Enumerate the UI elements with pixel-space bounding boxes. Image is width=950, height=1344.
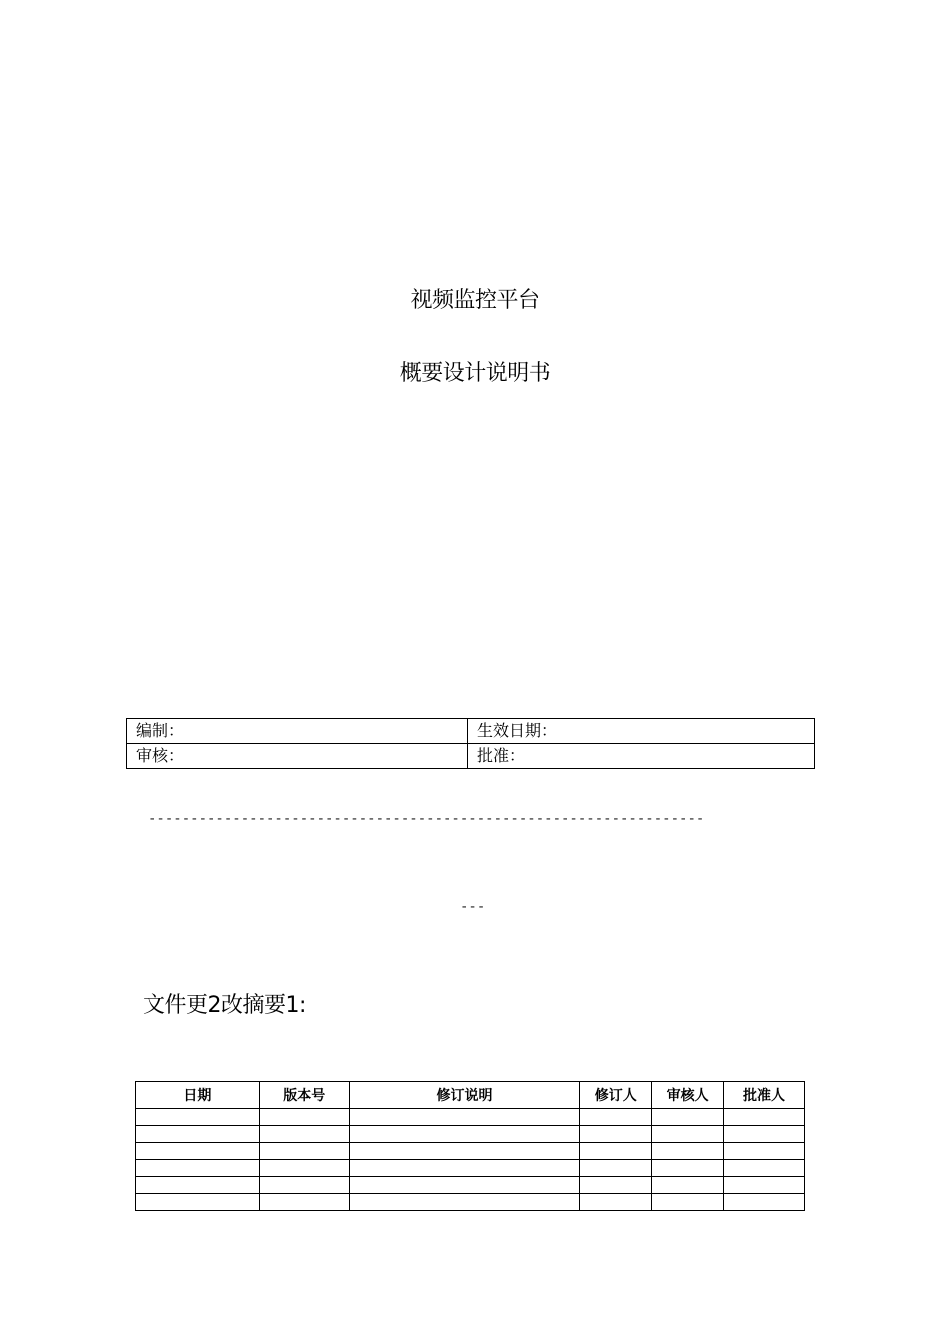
table-cell: [136, 1109, 260, 1126]
signoff-row: [127, 744, 815, 769]
table-cell: [136, 1160, 260, 1177]
column-header-date: 日期: [136, 1082, 260, 1109]
table-cell: [349, 1109, 580, 1126]
table-cell: [724, 1160, 805, 1177]
table-cell: [259, 1177, 349, 1194]
table-cell: [724, 1126, 805, 1143]
effective-date-label: 生效日期：: [468, 719, 815, 744]
change-summary-title: 文件更2改摘要1:: [143, 993, 306, 1018]
table-cell: [652, 1109, 724, 1126]
table-row: [136, 1143, 805, 1160]
table-row: [136, 1109, 805, 1126]
table-cell: [652, 1177, 724, 1194]
document-title: 视频监控平台: [410, 288, 540, 313]
table-cell: [652, 1143, 724, 1160]
separator-short: ---: [460, 899, 486, 915]
signoff-row: [127, 719, 815, 744]
change-summary-table: [135, 1081, 805, 1211]
table-cell: [580, 1194, 652, 1211]
table-cell: [259, 1194, 349, 1211]
table-cell: [580, 1160, 652, 1177]
table-cell: [136, 1194, 260, 1211]
table-header-row: [136, 1082, 805, 1109]
column-header-description: 修订说明: [349, 1082, 580, 1109]
table-row: [136, 1126, 805, 1143]
table-cell: [580, 1109, 652, 1126]
table-cell: [580, 1126, 652, 1143]
table-cell: [724, 1194, 805, 1211]
column-header-reviewer: 审核人: [652, 1082, 724, 1109]
table-cell: [580, 1177, 652, 1194]
table-cell: [349, 1194, 580, 1211]
column-header-reviser: 修订人: [580, 1082, 652, 1109]
table-cell: [136, 1143, 260, 1160]
table-cell: [349, 1126, 580, 1143]
table-cell: [349, 1143, 580, 1160]
table-row: [136, 1160, 805, 1177]
approver-label: 批准：: [468, 744, 815, 769]
table-cell: [652, 1194, 724, 1211]
compiler-label: 编制：: [127, 719, 468, 744]
table-row: [136, 1177, 805, 1194]
table-cell: [724, 1177, 805, 1194]
table-cell: [349, 1160, 580, 1177]
table-cell: [136, 1177, 260, 1194]
table-cell: [136, 1126, 260, 1143]
table-cell: [724, 1143, 805, 1160]
table-cell: [349, 1177, 580, 1194]
column-header-version: 版本号: [259, 1082, 349, 1109]
table-cell: [259, 1143, 349, 1160]
column-header-approver: 批准人: [724, 1082, 805, 1109]
reviewer-label: 审核：: [127, 744, 468, 769]
table-row: [136, 1194, 805, 1211]
separator-long: ------------------------------------------------------------------: [148, 811, 705, 827]
table-cell: [652, 1160, 724, 1177]
table-cell: [259, 1126, 349, 1143]
table-cell: [259, 1160, 349, 1177]
table-cell: [724, 1109, 805, 1126]
table-cell: [652, 1126, 724, 1143]
table-cell: [259, 1109, 349, 1126]
table-cell: [580, 1143, 652, 1160]
signoff-table: [126, 718, 815, 769]
document-subtitle: 概要设计说明书: [399, 361, 551, 386]
